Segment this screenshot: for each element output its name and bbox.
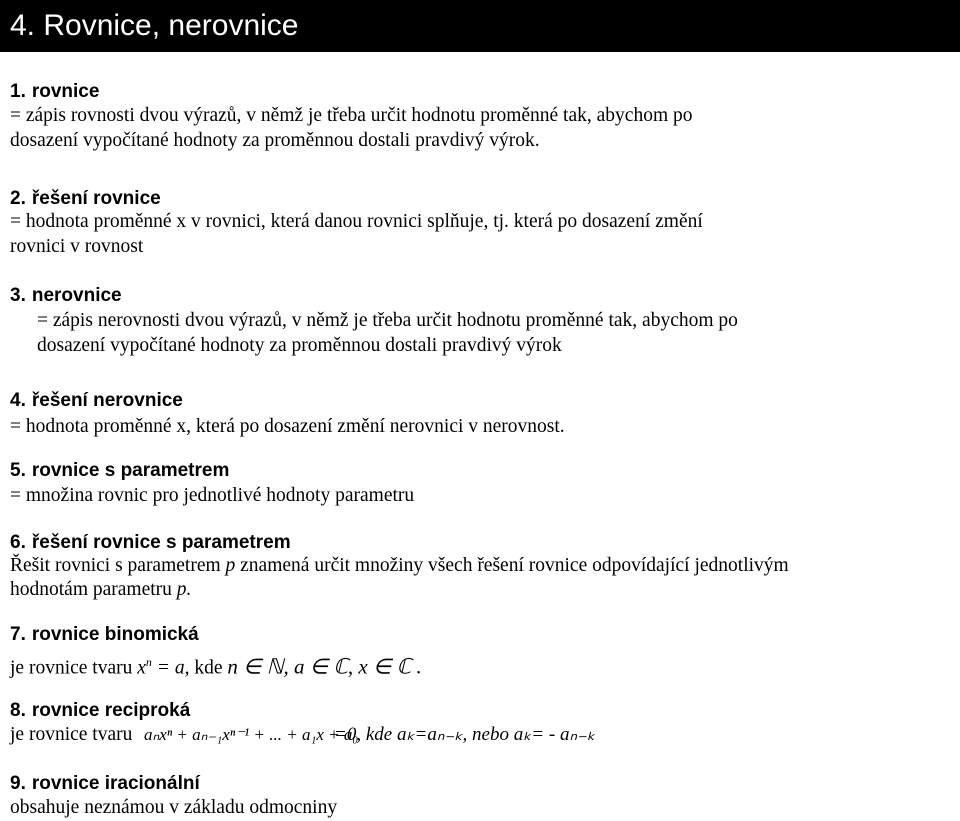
section-2-line-1: = hodnota proměnné x v rovnici, která danou rovnici splňuje, tj. která po dosazení změní xyxy=(10,211,703,232)
title-bar xyxy=(0,0,960,52)
polynomial-formula: aₙxⁿ + aₙ₋₁xⁿ⁻¹ + ... + a₁x + a₀ xyxy=(144,725,359,744)
section-9-line-1: obsahuje neznámou v základu odmocniny xyxy=(10,797,338,818)
section-8-heading: 8. rovnice reciproká xyxy=(10,700,191,721)
section-6-line-1: Řešit rovnici s parametrem p znamená určit množiny všech řešení rovnice odpovídající jednotlivým xyxy=(10,555,789,576)
section-5-heading: 5. rovnice s parametrem xyxy=(10,460,230,481)
section-6-heading: 6. řešení rovnice s parametrem xyxy=(10,532,291,553)
set-expression: n ∈ ℕ, a ∈ ℂ, x ∈ ℂ . xyxy=(227,654,422,679)
section-4-heading: 4. řešení nerovnice xyxy=(10,390,183,411)
section-1-heading: 1. rovnice xyxy=(10,81,100,102)
section-5-line-1: = množina rovnic pro jednotlivé hodnoty parametru xyxy=(10,485,415,506)
section-7-heading: 7. rovnice binomická xyxy=(10,624,199,645)
section-4-line-1: = hodnota proměnné x, která po dosazení změní nerovnici v nerovnost. xyxy=(10,416,565,437)
section-2-line-2: rovnici v rovnost xyxy=(10,236,144,257)
page-title: 4. Rovnice, nerovnice xyxy=(10,9,299,42)
section-3-line-2: dosazení vypočítané hodnoty za proměnnou dostali pravdivý výrok xyxy=(37,335,562,356)
reciprocal-condition: =0, kde aₖ=aₙ₋ₖ, nebo aₖ= - aₙ₋ₖ xyxy=(334,724,596,745)
section-7-line-1: je rovnice tvaru $x^n = a$, kde n ∈ ℕ, a ∈ ℂ, x ∈ ℂ . xyxy=(10,654,422,679)
section-3-heading: 3. nerovnice xyxy=(10,285,122,306)
section-8-intro: je rovnice tvaru xyxy=(10,724,133,745)
section-1-line-2: dosazení vypočítané hodnoty za proměnnou dostali pravdivý výrok. xyxy=(10,130,540,151)
section-6-line-2: hodnotám parametru p. xyxy=(10,579,192,600)
section-3-line-1: = zápis nerovnosti dvou výrazů, v němž je třeba určit hodnotu proměnné tak, abychom po xyxy=(37,310,738,331)
section-2-heading: 2. řešení rovnice xyxy=(10,188,161,209)
section-9-heading: 9. rovnice iracionální xyxy=(10,773,200,794)
section-1-line-1: = zápis rovnosti dvou výrazů, v němž je třeba určit hodnotu proměnné tak, abychom po xyxy=(10,105,693,126)
